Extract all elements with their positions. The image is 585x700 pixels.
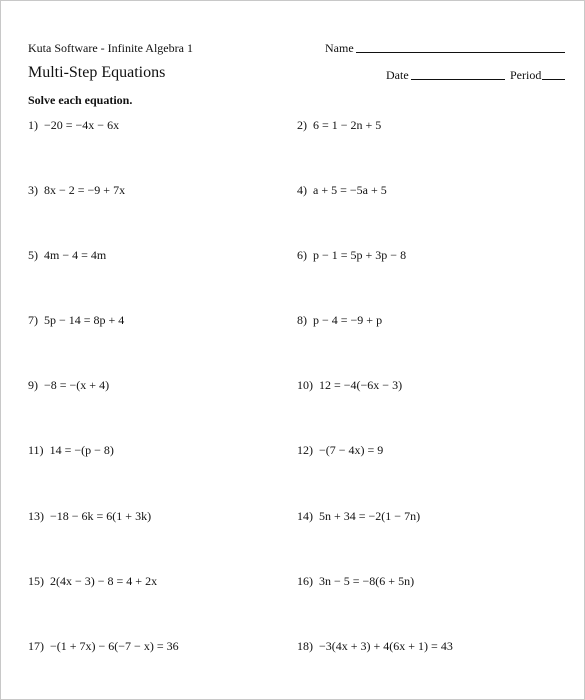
problem-6 bbox=[297, 248, 406, 263]
problem-number: 5) bbox=[28, 248, 38, 262]
problem-1 bbox=[28, 118, 119, 133]
problem-number: 10) bbox=[297, 378, 313, 392]
problem-equation: 12 = −4(−6x − 3) bbox=[319, 378, 403, 392]
problem-number: 6) bbox=[297, 248, 307, 262]
problem-5 bbox=[28, 248, 106, 263]
problem-number: 14) bbox=[297, 509, 313, 523]
problem-equation: 4m − 4 = 4m bbox=[44, 248, 107, 262]
problem-7 bbox=[28, 313, 124, 328]
period-blank-line bbox=[542, 79, 565, 80]
problem-number: 1) bbox=[28, 118, 38, 132]
problem-equation: −8 = −(x + 4) bbox=[44, 378, 110, 392]
problem-3 bbox=[28, 183, 125, 198]
period-label: Period bbox=[510, 68, 542, 82]
problem-9 bbox=[28, 378, 109, 393]
problem-equation: 2(4x − 3) − 8 = 4 + 2x bbox=[50, 574, 158, 588]
problem-number: 13) bbox=[28, 509, 44, 523]
problem-16 bbox=[297, 574, 414, 589]
problem-number: 11) bbox=[28, 443, 44, 457]
worksheet-title: Multi-Step Equations bbox=[28, 64, 166, 81]
problem-18 bbox=[297, 639, 453, 654]
problem-equation: p − 1 = 5p + 3p − 8 bbox=[313, 248, 407, 262]
date-blank-line bbox=[411, 79, 505, 80]
problem-number: 2) bbox=[297, 118, 307, 132]
problem-number: 7) bbox=[28, 313, 38, 327]
problem-14 bbox=[297, 509, 420, 524]
problem-equation: p − 4 = −9 + p bbox=[313, 313, 383, 327]
problem-2 bbox=[297, 118, 381, 133]
problem-number: 9) bbox=[28, 378, 38, 392]
problem-number: 15) bbox=[28, 574, 44, 588]
problem-number: 4) bbox=[297, 183, 307, 197]
problem-equation: 3n − 5 = −8(6 + 5n) bbox=[319, 574, 415, 588]
name-blank-line bbox=[356, 52, 565, 53]
publisher-label: Kuta Software - Infinite Algebra 1 bbox=[28, 41, 193, 55]
instructions: Solve each equation. bbox=[28, 93, 133, 107]
problem-equation: 5p − 14 = 8p + 4 bbox=[44, 313, 125, 327]
problem-equation: −(7 − 4x) = 9 bbox=[319, 443, 384, 457]
problem-equation: 14 = −(p − 8) bbox=[49, 443, 114, 457]
problem-4 bbox=[297, 183, 387, 198]
problem-number: 3) bbox=[28, 183, 38, 197]
problem-number: 8) bbox=[297, 313, 307, 327]
problem-number: 12) bbox=[297, 443, 313, 457]
problem-13 bbox=[28, 509, 151, 524]
date-label: Date bbox=[386, 68, 409, 82]
problem-number: 18) bbox=[297, 639, 313, 653]
problem-number: 16) bbox=[297, 574, 313, 588]
problem-equation: −18 − 6k = 6(1 + 3k) bbox=[50, 509, 152, 523]
problem-equation: a + 5 = −5a + 5 bbox=[313, 183, 387, 197]
problem-8 bbox=[297, 313, 382, 328]
problem-10 bbox=[297, 378, 402, 393]
problem-equation: −3(4x + 3) + 4(6x + 1) = 43 bbox=[319, 639, 453, 653]
problem-12 bbox=[297, 443, 383, 458]
problem-equation: 5n + 34 = −2(1 − 7n) bbox=[319, 509, 421, 523]
problem-equation: −(1 + 7x) − 6(−7 − x) = 36 bbox=[50, 639, 179, 653]
problem-equation: −20 = −4x − 6x bbox=[44, 118, 120, 132]
problem-equation: 6 = 1 − 2n + 5 bbox=[313, 118, 382, 132]
problem-15 bbox=[28, 574, 157, 589]
name-label: Name bbox=[325, 41, 354, 55]
problem-17 bbox=[28, 639, 179, 654]
problem-number: 17) bbox=[28, 639, 44, 653]
problem-11 bbox=[28, 443, 114, 458]
problem-equation: 8x − 2 = −9 + 7x bbox=[44, 183, 126, 197]
